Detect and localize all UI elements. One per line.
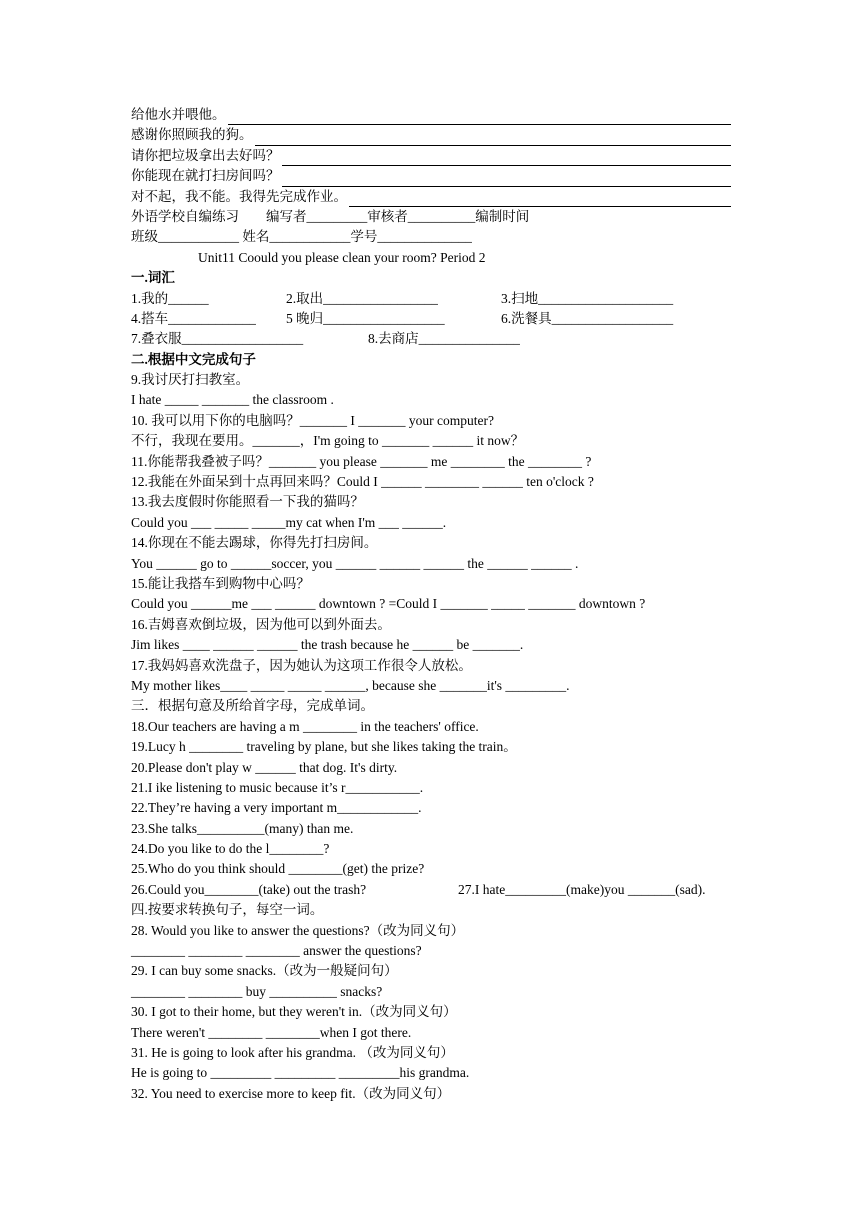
- exercise-line: 13.我去度假时你能照看一下我的猫吗？: [131, 494, 364, 510]
- worksheet-page: [131, 105, 731, 1104]
- exercise-line: 20.Please don't play w ______ that dog. It's dirty.: [131, 759, 398, 775]
- exercise-line: 19.Lucy h ________ traveling by plane, but she likes taking the train。: [131, 739, 517, 755]
- vocab-row: [131, 309, 731, 329]
- exercise-line: He is going to _________ _________ _________his grandma.: [131, 1065, 470, 1081]
- exercise-item: 26.Could you________(take) out the trash?: [131, 881, 367, 897]
- student-info-line: 班级____________ 姓名____________学号______________: [131, 229, 472, 245]
- exercise-line: Jim likes ____ ______ ______ the trash because he ______ be _______.: [131, 637, 524, 653]
- exercise-line: 24.Do you like to do the l________?: [131, 841, 330, 857]
- exercise-line: 32. You need to exercise more to keep fit.（改为同义句）: [131, 1085, 451, 1101]
- exercise-line: 31. He is going to look after his grandma. （改为同义句）: [131, 1044, 454, 1060]
- vocab-item: 1.我的______: [131, 290, 209, 306]
- exercise-line: 23.She talks__________(many) than me.: [131, 820, 354, 836]
- vocab-item: 3.扫地____________________: [501, 290, 674, 306]
- exercise-line: 12.我能在外面呆到十点再回来吗？Could I ______ ________ ______ ten o'clock ?: [131, 474, 594, 490]
- exercise-line: My mother likes____ _____ _____ ______, because she _______it's _________.: [131, 677, 570, 693]
- exercise-line: 18.Our teachers are having a m ________ in the teachers' office.: [131, 718, 479, 734]
- translation-block: [131, 105, 731, 207]
- exercise-line: 25.Who do you think should ________(get) the prize?: [131, 861, 425, 877]
- section-heading-word-completion: 三．根据句意及所给首字母，完成单词。: [131, 698, 374, 714]
- exercise-line: 9.我讨厌打扫教室。: [131, 372, 250, 388]
- exercise-line: There weren't ________ ________when I got there.: [131, 1024, 412, 1040]
- exercise-line: 28. Would you like to answer the questions?（改为同义句）: [131, 922, 465, 938]
- vocab-item: 4.搭车_____________: [131, 310, 256, 326]
- vocab-row: [131, 289, 731, 309]
- translation-line: 你能现在就打扫房间吗？: [131, 166, 731, 186]
- vocab-row: [131, 329, 731, 349]
- exercise-line: 30. I got to their home, but they weren't in.（改为同义句）: [131, 1004, 457, 1020]
- exercise-line: 29. I can buy some snacks.（改为一般疑问句）: [131, 963, 398, 979]
- unit-title: Unit11 Coould you please clean your room? Period 2: [198, 249, 486, 265]
- section-heading-vocab: 一.词汇: [131, 270, 175, 286]
- exercise-line: ________ ________ buy __________ snacks?: [131, 983, 383, 999]
- exercise-line: 11.你能帮我叠被子吗？_______ you please _______ me ________ the ________ ?: [131, 453, 592, 469]
- exercise-line: Could you ______me ___ ______ downtown ? =Could I _______ _____ _______ downtown ?: [131, 596, 646, 612]
- translation-line: 给他水并喂他。: [131, 105, 731, 125]
- answer-blank[interactable]: [349, 193, 731, 207]
- answer-blank[interactable]: [282, 152, 732, 166]
- translation-line: 对不起，我不能。我得先完成作业。: [131, 187, 731, 207]
- exercise-line: Could you ___ _____ _____my cat when I'm ___ ______.: [131, 514, 447, 530]
- exercise-line: 17.我妈妈喜欢洗盘子，因为她认为这项工作很令人放松。: [131, 657, 472, 673]
- vocab-item: 5 晚归__________________: [286, 310, 445, 326]
- exercise-line: I hate _____ _______ the classroom .: [131, 392, 334, 408]
- exercise-line: 不行，我现在要用。_______，I'm going to _______ ______ it now？: [131, 433, 525, 449]
- vocab-item: 2.取出_________________: [286, 290, 438, 306]
- exercise-line: 21.I ike listening to music because it’s r___________.: [131, 779, 424, 795]
- section-heading-transform: 四.按要求转换句子，每空一词。: [131, 902, 324, 918]
- exercise-line: 10. 我可以用下你的电脑吗？_______ I _______ your computer?: [131, 412, 494, 428]
- exercise-line: You ______ go to ______soccer, you ______ ______ ______ the ______ ______ .: [131, 555, 579, 571]
- translation-line: 请你把垃圾拿出去好吗？: [131, 146, 731, 166]
- header-info-line: 外语学校自编练习 编写者_________审核者__________编制时间: [131, 208, 530, 224]
- exercise-line: 15.能让我搭车到购物中心吗？: [131, 575, 310, 591]
- vocab-item: 8.去商店_______________: [368, 331, 520, 347]
- vocab-item: 7.叠衣服__________________: [131, 331, 304, 347]
- section-heading-sentences: 二.根据中文完成句子: [131, 351, 256, 367]
- answer-blank[interactable]: [282, 173, 732, 187]
- exercise-line-pair: [131, 880, 731, 900]
- exercise-item: 27.I hate_________(make)you _______(sad).: [458, 881, 706, 897]
- vocab-item: 6.洗餐具__________________: [501, 310, 674, 326]
- exercise-line: ________ ________ ________ answer the questions?: [131, 943, 422, 959]
- exercise-line: 14.你现在不能去踢球，你得先打扫房间。: [131, 535, 378, 551]
- exercise-line: 22.They’re having a very important m____________.: [131, 800, 422, 816]
- answer-blank[interactable]: [228, 111, 732, 125]
- exercise-line: 16.吉姆喜欢倒垃圾，因为他可以到外面去。: [131, 616, 391, 632]
- translation-line: 感谢你照顾我的狗。: [131, 125, 731, 145]
- answer-blank[interactable]: [255, 132, 732, 146]
